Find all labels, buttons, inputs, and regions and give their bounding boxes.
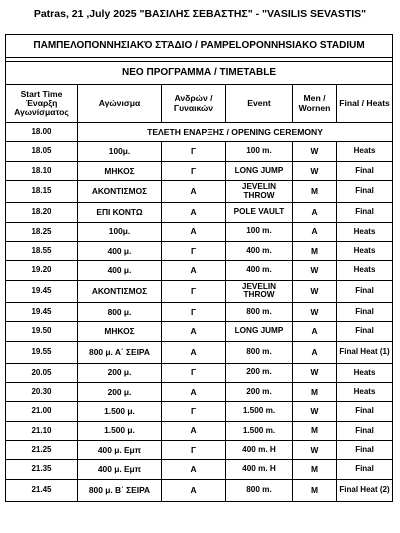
row-event-en: 400 m. H [226, 460, 293, 479]
row-gender-en: M [293, 241, 337, 260]
row-gender-gr: Γ [162, 142, 226, 161]
row-round: Heats [337, 363, 393, 382]
row-event-en: 100 m. [226, 142, 293, 161]
row-gender-gr: Α [162, 341, 226, 363]
row-gender-gr: Γ [162, 161, 226, 180]
program-title: ΝΕΟ ΠΡΟΓΡΑΜΜΑ / TIMETABLE [6, 62, 393, 85]
row-gender-gr: Α [162, 382, 226, 401]
row-gender-en: W [293, 302, 337, 321]
row-round: Heats [337, 261, 393, 280]
row-gender-en: M [293, 181, 337, 203]
row-time: 19.20 [6, 261, 78, 280]
table-row [6, 479, 393, 501]
row-event-en: 400 m. [226, 241, 293, 260]
row-round: Final [337, 460, 393, 479]
header-start-time: Start Time Έναρξη Αγωνίσματος [6, 85, 78, 123]
table-row [6, 341, 393, 363]
row-time: 21.25 [6, 441, 78, 460]
row-event-en: POLE VAULT [226, 203, 293, 222]
row-gender-en: W [293, 402, 337, 421]
row-event-gr: ΜΗΚΟΣ [78, 322, 162, 341]
row-gender-gr: Α [162, 203, 226, 222]
table-row [6, 261, 393, 280]
row-time: 18.10 [6, 161, 78, 180]
row-time: 18.15 [6, 181, 78, 203]
row-gender-gr: Α [162, 222, 226, 241]
row-gender-gr: Γ [162, 402, 226, 421]
row-gender-en: W [293, 363, 337, 382]
row-event-en: 800 m. [226, 302, 293, 321]
row-event-gr: 1.500 μ. [78, 421, 162, 440]
row-time: 21.35 [6, 460, 78, 479]
table-row [6, 181, 393, 203]
row-round: Final [337, 181, 393, 203]
row-event-en: 800 m. [226, 479, 293, 501]
table-row [6, 460, 393, 479]
row-gender-en: A [293, 341, 337, 363]
row-time: 19.45 [6, 280, 78, 302]
ceremony-row [6, 123, 393, 142]
row-round: Heats [337, 382, 393, 401]
timetable [5, 34, 393, 502]
row-event-gr: 400 μ. Εμπ [78, 460, 162, 479]
row-gender-en: M [293, 460, 337, 479]
row-time: 20.30 [6, 382, 78, 401]
row-gender-en: W [293, 142, 337, 161]
table-row [6, 142, 393, 161]
row-event-gr: 200 μ. [78, 363, 162, 382]
row-event-en: 800 m. [226, 341, 293, 363]
row-time: 18.20 [6, 203, 78, 222]
row-time: 18.55 [6, 241, 78, 260]
row-round: Final [337, 302, 393, 321]
row-gender-en: A [293, 222, 337, 241]
row-round: Final Heat (2) [337, 479, 393, 501]
row-gender-gr: Α [162, 421, 226, 440]
row-event-gr: ΕΠΙ ΚΟΝΤΩ [78, 203, 162, 222]
table-row [6, 421, 393, 440]
table-row [6, 322, 393, 341]
header-gender-gr: Ανδρών / Γυναικών [162, 85, 226, 123]
row-event-gr: ΑΚΟΝΤΙΣΜΟΣ [78, 181, 162, 203]
table-row [6, 441, 393, 460]
header-row [6, 85, 393, 123]
header-event-gr: Αγώνισμα [78, 85, 162, 123]
row-event-en: 400 m. H [226, 441, 293, 460]
row-time: 21.45 [6, 479, 78, 501]
row-time: 18.25 [6, 222, 78, 241]
row-round: Heats [337, 222, 393, 241]
row-event-gr: 800 μ. [78, 302, 162, 321]
row-gender-gr: Γ [162, 441, 226, 460]
row-time: 19.50 [6, 322, 78, 341]
row-round: Final [337, 322, 393, 341]
row-gender-gr: Γ [162, 363, 226, 382]
row-round: Heats [337, 241, 393, 260]
row-gender-en: W [293, 441, 337, 460]
row-event-gr: 100μ. [78, 222, 162, 241]
row-event-gr: ΑΚΟΝΤΙΣΜΟΣ [78, 280, 162, 302]
table-row [6, 161, 393, 180]
row-round: Final Heat (1) [337, 341, 393, 363]
table-row [6, 402, 393, 421]
row-gender-gr: Α [162, 460, 226, 479]
timetable-body [6, 142, 393, 501]
row-event-en: JEVELIN THROW [226, 280, 293, 302]
header-event-en: Event [226, 85, 293, 123]
row-event-gr: 400 μ. [78, 261, 162, 280]
row-event-gr: 400 μ. [78, 241, 162, 260]
row-event-en: 1.500 m. [226, 402, 293, 421]
row-event-gr: 100μ. [78, 142, 162, 161]
row-round: Final [337, 441, 393, 460]
row-event-gr: 800 μ. Α΄ ΣΕΙΡΑ [78, 341, 162, 363]
ceremony-label: ΤΕΛΕΤΗ ΕΝΑΡΞΗΣ / OPENING CEREMONY [78, 123, 393, 142]
row-gender-en: M [293, 479, 337, 501]
row-event-gr: 1.500 μ. [78, 402, 162, 421]
row-event-en: 1.500 m. [226, 421, 293, 440]
row-round: Final [337, 161, 393, 180]
row-gender-gr: Α [162, 479, 226, 501]
row-event-en: LONG JUMP [226, 161, 293, 180]
page-title: Patras, 21 ,July 2025 "ΒΑΣΙΛΗΣ ΣΕΒΑΣΤΗΣ" - "VASILIS SEVASTIS" [33, 8, 367, 20]
table-row [6, 280, 393, 302]
row-time: 21.10 [6, 421, 78, 440]
row-time: 18.05 [6, 142, 78, 161]
row-gender-en: W [293, 261, 337, 280]
row-event-en: 400 m. [226, 261, 293, 280]
row-gender-gr: Α [162, 261, 226, 280]
venue-title: ΠΑΜΠΕΛΟΠΟΝΝΗΣΙΑΚΌ ΣΤΆΔΙΟ / PAMPELOPONNHSIAKO STADIUM [6, 35, 393, 58]
row-gender-gr: Α [162, 322, 226, 341]
table-row [6, 222, 393, 241]
row-event-en: 200 m. [226, 382, 293, 401]
row-gender-gr: Α [162, 181, 226, 203]
row-gender-gr: Γ [162, 280, 226, 302]
row-gender-en: M [293, 421, 337, 440]
row-gender-gr: Γ [162, 302, 226, 321]
row-gender-en: A [293, 322, 337, 341]
ceremony-time: 18.00 [6, 123, 78, 142]
table-row [6, 241, 393, 260]
row-time: 19.55 [6, 341, 78, 363]
header-round: Final / Heats [337, 85, 393, 123]
row-round: Final [337, 280, 393, 302]
row-time: 21.00 [6, 402, 78, 421]
row-round: Final [337, 203, 393, 222]
table-row [6, 382, 393, 401]
row-round: Heats [337, 142, 393, 161]
row-time: 19.45 [6, 302, 78, 321]
row-event-gr: ΜΗΚΟΣ [78, 161, 162, 180]
row-event-en: LONG JUMP [226, 322, 293, 341]
table-row [6, 363, 393, 382]
row-gender-en: M [293, 382, 337, 401]
row-event-en: 200 m. [226, 363, 293, 382]
row-event-gr: 200 μ. [78, 382, 162, 401]
row-gender-en: W [293, 161, 337, 180]
header-gender-en: Men / Wornen [293, 85, 337, 123]
table-row [6, 302, 393, 321]
table-row [6, 203, 393, 222]
row-time: 20.05 [6, 363, 78, 382]
row-round: Final [337, 421, 393, 440]
row-event-en: 100 m. [226, 222, 293, 241]
row-gender-en: A [293, 203, 337, 222]
row-round: Final [337, 402, 393, 421]
row-event-gr: 400 μ. Εμπ [78, 441, 162, 460]
row-gender-gr: Γ [162, 241, 226, 260]
row-event-en: JEVELIN THROW [226, 181, 293, 203]
row-gender-en: W [293, 280, 337, 302]
row-event-gr: 800 μ. Β΄ ΣΕΙΡΑ [78, 479, 162, 501]
